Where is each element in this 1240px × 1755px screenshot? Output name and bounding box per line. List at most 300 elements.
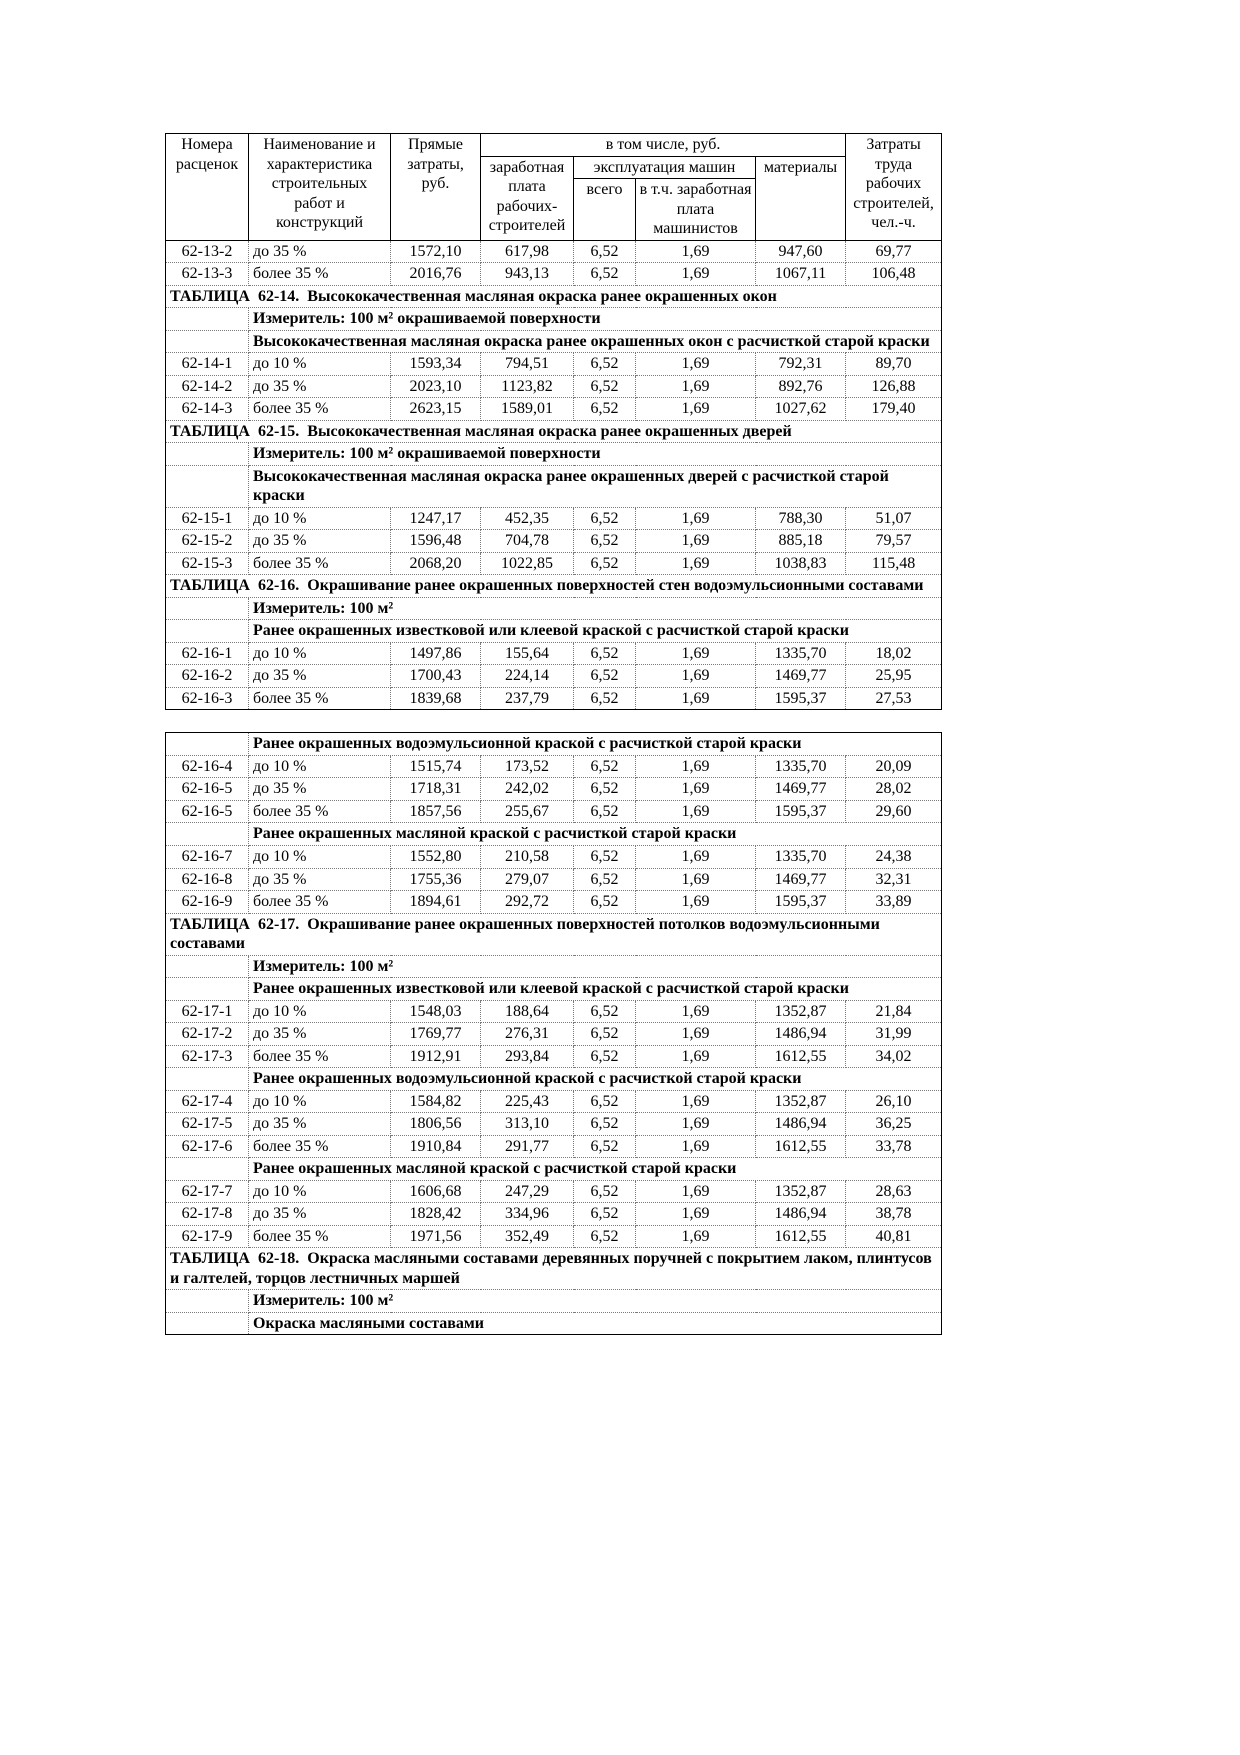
cell-machines-total: 6,52: [574, 778, 636, 801]
cell-labor-hours: 179,40: [846, 398, 942, 421]
measure-row: [166, 597, 942, 620]
section-title: Высококачественная масляная окраска ранее окрашенных дверей с расчисткой старой краски: [249, 465, 942, 507]
cell-machinist-wage: 1,69: [636, 642, 756, 665]
cell-direct-costs: 1497,86: [391, 642, 481, 665]
empty-cell: [166, 1158, 249, 1181]
cell-code: 62-16-8: [166, 868, 249, 891]
cell-machines-total: 6,52: [574, 868, 636, 891]
rates-document: [165, 133, 943, 1335]
cell-desc: до 10 %: [249, 507, 391, 530]
cell-code: 62-15-3: [166, 552, 249, 575]
cell-materials: 885,18: [756, 530, 846, 553]
section-title: Высококачественная масляная окраска ранее окрашенных окон с расчисткой старой краски: [249, 330, 942, 353]
table-row: [166, 1180, 942, 1203]
cell-materials: 1352,87: [756, 1180, 846, 1203]
cell-machinist-wage: 1,69: [636, 1045, 756, 1068]
cell-wage: 704,78: [481, 530, 574, 553]
cell-direct-costs: 1806,56: [391, 1113, 481, 1136]
cell-desc: до 10 %: [249, 755, 391, 778]
title-row: [166, 285, 942, 308]
cell-materials: 947,60: [756, 240, 846, 263]
cell-code: 62-15-2: [166, 530, 249, 553]
table-row: [166, 1090, 942, 1113]
cell-materials: 1352,87: [756, 1000, 846, 1023]
cell-code: 62-14-2: [166, 375, 249, 398]
cell-materials: 1612,55: [756, 1045, 846, 1068]
cell-materials: 1469,77: [756, 665, 846, 688]
measure-row: [166, 308, 942, 331]
cell-machines-total: 6,52: [574, 1045, 636, 1068]
cell-wage: 155,64: [481, 642, 574, 665]
cell-code: 62-16-2: [166, 665, 249, 688]
section-row: [166, 1068, 942, 1091]
cell-labor-hours: 36,25: [846, 1113, 942, 1136]
cell-desc: до 10 %: [249, 1090, 391, 1113]
cell-machines-total: 6,52: [574, 1090, 636, 1113]
measure-row: [166, 1290, 942, 1313]
cell-direct-costs: 1596,48: [391, 530, 481, 553]
empty-cell: [166, 620, 249, 643]
table-title: ТАБЛИЦА 62-18. Окраска масляными составами деревянных поручней с покрытием лаком, плинтусов и галтелей, торцов лестничных маршей: [166, 1248, 942, 1290]
cell-direct-costs: 2016,76: [391, 263, 481, 286]
cell-wage: 279,07: [481, 868, 574, 891]
table-title: ТАБЛИЦА 62-16. Окрашивание ранее окрашенных поверхностей стен водоэмульсионными составами: [166, 575, 942, 598]
cell-labor-hours: 40,81: [846, 1225, 942, 1248]
empty-cell: [166, 597, 249, 620]
cell-desc: до 35 %: [249, 868, 391, 891]
cell-wage: 334,96: [481, 1203, 574, 1226]
title-row: [166, 1248, 942, 1290]
cell-materials: 1038,83: [756, 552, 846, 575]
cell-labor-hours: 34,02: [846, 1045, 942, 1068]
empty-cell: [166, 330, 249, 353]
cell-code: 62-16-3: [166, 687, 249, 710]
cell-materials: 1352,87: [756, 1090, 846, 1113]
section-title: Окраска масляными составами: [249, 1312, 942, 1335]
cell-machines-total: 6,52: [574, 1180, 636, 1203]
cell-wage: 291,77: [481, 1135, 574, 1158]
cell-machinist-wage: 1,69: [636, 1113, 756, 1136]
cell-machinist-wage: 1,69: [636, 1203, 756, 1226]
empty-cell: [166, 1068, 249, 1091]
empty-cell: [166, 733, 249, 756]
table-row: [166, 1225, 942, 1248]
empty-cell: [166, 308, 249, 331]
cell-labor-hours: 20,09: [846, 755, 942, 778]
header-col-direct: Прямые затраты, руб.: [391, 134, 481, 241]
cell-machinist-wage: 1,69: [636, 375, 756, 398]
cell-code: 62-17-6: [166, 1135, 249, 1158]
cell-labor-hours: 26,10: [846, 1090, 942, 1113]
table-row: [166, 755, 942, 778]
cell-machines-total: 6,52: [574, 800, 636, 823]
header-col-total: всего: [574, 179, 636, 241]
table-body-block-1: [166, 240, 942, 710]
cell-materials: 1486,94: [756, 1113, 846, 1136]
cell-direct-costs: 1584,82: [391, 1090, 481, 1113]
cell-machinist-wage: 1,69: [636, 1090, 756, 1113]
section-title: Ранее окрашенных масляной краской с расчисткой старой краски: [249, 823, 942, 846]
cell-code: 62-13-3: [166, 263, 249, 286]
title-row: [166, 913, 942, 955]
table-title: ТАБЛИЦА 62-14. Высококачественная масляная окраска ранее окрашенных окон: [166, 285, 942, 308]
cell-materials: 1612,55: [756, 1135, 846, 1158]
cell-materials: 1486,94: [756, 1023, 846, 1046]
section-row: [166, 330, 942, 353]
cell-machines-total: 6,52: [574, 552, 636, 575]
header-col-machines: эксплуатация машин: [574, 156, 756, 179]
cell-direct-costs: 1971,56: [391, 1225, 481, 1248]
cell-wage: 452,35: [481, 507, 574, 530]
cell-direct-costs: 1552,80: [391, 845, 481, 868]
section-row: [166, 1312, 942, 1335]
cell-direct-costs: 1857,56: [391, 800, 481, 823]
table-row: [166, 240, 942, 263]
cell-desc: до 35 %: [249, 1203, 391, 1226]
table-row: [166, 1000, 942, 1023]
cell-labor-hours: 32,31: [846, 868, 942, 891]
cell-direct-costs: 1718,31: [391, 778, 481, 801]
cell-wage: 617,98: [481, 240, 574, 263]
cell-desc: до 35 %: [249, 1023, 391, 1046]
cell-wage: 255,67: [481, 800, 574, 823]
table-body-block-2: [166, 733, 942, 1335]
cell-code: 62-15-1: [166, 507, 249, 530]
cell-machinist-wage: 1,69: [636, 665, 756, 688]
cell-machinist-wage: 1,69: [636, 800, 756, 823]
cell-desc: до 35 %: [249, 530, 391, 553]
cell-machinist-wage: 1,69: [636, 1135, 756, 1158]
table-row: [166, 1135, 942, 1158]
cell-code: 62-17-5: [166, 1113, 249, 1136]
cell-machinist-wage: 1,69: [636, 1000, 756, 1023]
cell-desc: до 35 %: [249, 665, 391, 688]
cell-wage: 188,64: [481, 1000, 574, 1023]
cell-desc: более 35 %: [249, 1225, 391, 1248]
cell-machines-total: 6,52: [574, 1000, 636, 1023]
section-title: Ранее окрашенных известковой или клеевой краской с расчисткой старой краски: [249, 620, 942, 643]
cell-labor-hours: 27,53: [846, 687, 942, 710]
table-row: [166, 1203, 942, 1226]
table-row: [166, 552, 942, 575]
cell-machinist-wage: 1,69: [636, 755, 756, 778]
table-row: [166, 800, 942, 823]
empty-cell: [166, 1312, 249, 1335]
cell-machines-total: 6,52: [574, 1023, 636, 1046]
empty-cell: [166, 443, 249, 466]
table-row: [166, 642, 942, 665]
table-row: [166, 687, 942, 710]
measure-label: Измеритель: 100 м² окрашиваемой поверхности: [249, 308, 942, 331]
cell-direct-costs: 1912,91: [391, 1045, 481, 1068]
cell-labor-hours: 69,77: [846, 240, 942, 263]
table-row: [166, 778, 942, 801]
table-title: ТАБЛИЦА 62-15. Высококачественная масляная окраска ранее окрашенных дверей: [166, 420, 942, 443]
page-break-gap: [165, 710, 943, 732]
empty-cell: [166, 955, 249, 978]
cell-machinist-wage: 1,69: [636, 868, 756, 891]
cell-wage: 794,51: [481, 353, 574, 376]
rates-table-block-2: [165, 732, 942, 1335]
cell-wage: 210,58: [481, 845, 574, 868]
title-row: [166, 420, 942, 443]
table-row: [166, 845, 942, 868]
table-row: [166, 507, 942, 530]
empty-cell: [166, 823, 249, 846]
table-row: [166, 530, 942, 553]
cell-desc: до 10 %: [249, 642, 391, 665]
cell-machines-total: 6,52: [574, 1135, 636, 1158]
table-header: [166, 134, 942, 241]
cell-materials: 792,31: [756, 353, 846, 376]
cell-labor-hours: 51,07: [846, 507, 942, 530]
cell-wage: 276,31: [481, 1023, 574, 1046]
cell-labor-hours: 126,88: [846, 375, 942, 398]
cell-code: 62-17-7: [166, 1180, 249, 1203]
cell-materials: 1469,77: [756, 778, 846, 801]
cell-machinist-wage: 1,69: [636, 687, 756, 710]
cell-wage: 352,49: [481, 1225, 574, 1248]
cell-desc: более 35 %: [249, 263, 391, 286]
cell-desc: более 35 %: [249, 552, 391, 575]
table-row: [166, 398, 942, 421]
measure-label: Измеритель: 100 м²: [249, 955, 942, 978]
measure-label: Измеритель: 100 м²: [249, 597, 942, 620]
cell-machines-total: 6,52: [574, 687, 636, 710]
cell-machinist-wage: 1,69: [636, 1225, 756, 1248]
cell-machines-total: 6,52: [574, 1203, 636, 1226]
table-row: [166, 263, 942, 286]
cell-labor-hours: 89,70: [846, 353, 942, 376]
cell-labor-hours: 33,89: [846, 891, 942, 914]
cell-materials: 892,76: [756, 375, 846, 398]
cell-direct-costs: 1839,68: [391, 687, 481, 710]
cell-machines-total: 6,52: [574, 845, 636, 868]
cell-direct-costs: 2068,20: [391, 552, 481, 575]
table-row: [166, 891, 942, 914]
cell-code: 62-17-1: [166, 1000, 249, 1023]
cell-machinist-wage: 1,69: [636, 398, 756, 421]
cell-machinist-wage: 1,69: [636, 507, 756, 530]
cell-labor-hours: 28,02: [846, 778, 942, 801]
cell-materials: 788,30: [756, 507, 846, 530]
cell-direct-costs: 1548,03: [391, 1000, 481, 1023]
table-row: [166, 1113, 942, 1136]
cell-machinist-wage: 1,69: [636, 891, 756, 914]
cell-machines-total: 6,52: [574, 507, 636, 530]
cell-code: 62-13-2: [166, 240, 249, 263]
cell-machines-total: 6,52: [574, 398, 636, 421]
cell-desc: до 10 %: [249, 353, 391, 376]
cell-direct-costs: 1572,10: [391, 240, 481, 263]
cell-direct-costs: 2023,10: [391, 375, 481, 398]
cell-code: 62-14-3: [166, 398, 249, 421]
title-row: [166, 575, 942, 598]
cell-machinist-wage: 1,69: [636, 1023, 756, 1046]
section-title: Ранее окрашенных известковой или клеевой краской с расчисткой старой краски: [249, 978, 942, 1001]
cell-wage: 225,43: [481, 1090, 574, 1113]
cell-direct-costs: 1700,43: [391, 665, 481, 688]
header-col-code: Номера расценок: [166, 134, 249, 241]
cell-machinist-wage: 1,69: [636, 530, 756, 553]
cell-machines-total: 6,52: [574, 755, 636, 778]
cell-materials: 1335,70: [756, 845, 846, 868]
cell-code: 62-17-3: [166, 1045, 249, 1068]
cell-materials: 1612,55: [756, 1225, 846, 1248]
cell-code: 62-16-1: [166, 642, 249, 665]
header-row-1: [166, 134, 942, 157]
cell-code: 62-16-5: [166, 778, 249, 801]
section-title: Ранее окрашенных водоэмульсионной краской с расчисткой старой краски: [249, 1068, 942, 1091]
header-col-labor: Затраты труда рабочих строителей, чел.-ч.: [846, 134, 942, 241]
cell-desc: более 35 %: [249, 1045, 391, 1068]
cell-code: 62-17-8: [166, 1203, 249, 1226]
cell-desc: до 35 %: [249, 375, 391, 398]
table-row: [166, 868, 942, 891]
cell-code: 62-16-9: [166, 891, 249, 914]
cell-materials: 1486,94: [756, 1203, 846, 1226]
cell-direct-costs: 1247,17: [391, 507, 481, 530]
cell-materials: 1335,70: [756, 755, 846, 778]
cell-labor-hours: 29,60: [846, 800, 942, 823]
cell-code: 62-16-4: [166, 755, 249, 778]
cell-wage: 242,02: [481, 778, 574, 801]
cell-direct-costs: 1515,74: [391, 755, 481, 778]
section-row: [166, 978, 942, 1001]
cell-labor-hours: 33,78: [846, 1135, 942, 1158]
header-col-machinist: в т.ч. заработная плата машинистов: [636, 179, 756, 241]
cell-labor-hours: 24,38: [846, 845, 942, 868]
section-row: [166, 733, 942, 756]
section-row: [166, 1158, 942, 1181]
cell-labor-hours: 115,48: [846, 552, 942, 575]
section-title: Ранее окрашенных масляной краской с расчисткой старой краски: [249, 1158, 942, 1181]
cell-machinist-wage: 1,69: [636, 552, 756, 575]
cell-materials: 1595,37: [756, 891, 846, 914]
table-row: [166, 375, 942, 398]
cell-wage: 292,72: [481, 891, 574, 914]
cell-wage: 224,14: [481, 665, 574, 688]
cell-desc: до 10 %: [249, 845, 391, 868]
cell-machines-total: 6,52: [574, 642, 636, 665]
cell-machinist-wage: 1,69: [636, 353, 756, 376]
cell-labor-hours: 28,63: [846, 1180, 942, 1203]
table-title: ТАБЛИЦА 62-17. Окрашивание ранее окрашенных поверхностей потолков водоэмульсионными составами: [166, 913, 942, 955]
cell-wage: 293,84: [481, 1045, 574, 1068]
cell-machinist-wage: 1,69: [636, 845, 756, 868]
cell-labor-hours: 106,48: [846, 263, 942, 286]
section-title: Ранее окрашенных водоэмульсионной краской с расчисткой старой краски: [249, 733, 942, 756]
cell-machines-total: 6,52: [574, 240, 636, 263]
cell-machinist-wage: 1,69: [636, 778, 756, 801]
header-col-materials: материалы: [756, 156, 846, 240]
cell-desc: более 35 %: [249, 891, 391, 914]
cell-materials: 1469,77: [756, 868, 846, 891]
cell-wage: 1123,82: [481, 375, 574, 398]
cell-materials: 1335,70: [756, 642, 846, 665]
empty-cell: [166, 465, 249, 507]
cell-wage: 237,79: [481, 687, 574, 710]
cell-direct-costs: 1910,84: [391, 1135, 481, 1158]
cell-machines-total: 6,52: [574, 530, 636, 553]
cell-wage: 247,29: [481, 1180, 574, 1203]
cell-wage: 943,13: [481, 263, 574, 286]
cell-labor-hours: 79,57: [846, 530, 942, 553]
cell-direct-costs: 1769,77: [391, 1023, 481, 1046]
measure-label: Измеритель: 100 м² окрашиваемой поверхности: [249, 443, 942, 466]
measure-row: [166, 955, 942, 978]
cell-labor-hours: 38,78: [846, 1203, 942, 1226]
cell-desc: более 35 %: [249, 398, 391, 421]
cell-direct-costs: 1828,42: [391, 1203, 481, 1226]
empty-cell: [166, 978, 249, 1001]
cell-direct-costs: 1606,68: [391, 1180, 481, 1203]
cell-labor-hours: 31,99: [846, 1023, 942, 1046]
cell-machines-total: 6,52: [574, 665, 636, 688]
cell-machines-total: 6,52: [574, 1113, 636, 1136]
cell-wage: 1022,85: [481, 552, 574, 575]
cell-materials: 1595,37: [756, 800, 846, 823]
cell-desc: до 10 %: [249, 1000, 391, 1023]
cell-wage: 173,52: [481, 755, 574, 778]
cell-code: 62-17-4: [166, 1090, 249, 1113]
table-row: [166, 665, 942, 688]
cell-desc: более 35 %: [249, 687, 391, 710]
table-row: [166, 1023, 942, 1046]
section-row: [166, 823, 942, 846]
measure-row: [166, 443, 942, 466]
cell-code: 62-14-1: [166, 353, 249, 376]
cell-direct-costs: 1593,34: [391, 353, 481, 376]
cell-desc: до 35 %: [249, 778, 391, 801]
table-row: [166, 353, 942, 376]
cell-direct-costs: 2623,15: [391, 398, 481, 421]
cell-code: 62-16-5: [166, 800, 249, 823]
cell-desc: более 35 %: [249, 1135, 391, 1158]
cell-machines-total: 6,52: [574, 353, 636, 376]
cell-direct-costs: 1894,61: [391, 891, 481, 914]
cell-materials: 1027,62: [756, 398, 846, 421]
section-row: [166, 620, 942, 643]
cell-direct-costs: 1755,36: [391, 868, 481, 891]
cell-labor-hours: 21,84: [846, 1000, 942, 1023]
header-col-including: в том числе, руб.: [481, 134, 846, 157]
cell-materials: 1067,11: [756, 263, 846, 286]
cell-desc: более 35 %: [249, 800, 391, 823]
cell-machinist-wage: 1,69: [636, 1180, 756, 1203]
cell-machines-total: 6,52: [574, 375, 636, 398]
cell-labor-hours: 18,02: [846, 642, 942, 665]
section-row: [166, 465, 942, 507]
cell-code: 62-16-7: [166, 845, 249, 868]
cell-machinist-wage: 1,69: [636, 263, 756, 286]
cell-wage: 1589,01: [481, 398, 574, 421]
cell-code: 62-17-2: [166, 1023, 249, 1046]
cell-desc: до 35 %: [249, 1113, 391, 1136]
rates-table-block-1: [165, 133, 942, 710]
cell-code: 62-17-9: [166, 1225, 249, 1248]
measure-label: Измеритель: 100 м²: [249, 1290, 942, 1313]
cell-desc: до 10 %: [249, 1180, 391, 1203]
table-row: [166, 1045, 942, 1068]
cell-machinist-wage: 1,69: [636, 240, 756, 263]
header-col-name: Наименование и характеристика строительных работ и конструкций: [249, 134, 391, 241]
header-col-wage: заработная плата рабочих-строителей: [481, 156, 574, 240]
cell-machines-total: 6,52: [574, 1225, 636, 1248]
cell-machines-total: 6,52: [574, 263, 636, 286]
empty-cell: [166, 1290, 249, 1313]
cell-wage: 313,10: [481, 1113, 574, 1136]
